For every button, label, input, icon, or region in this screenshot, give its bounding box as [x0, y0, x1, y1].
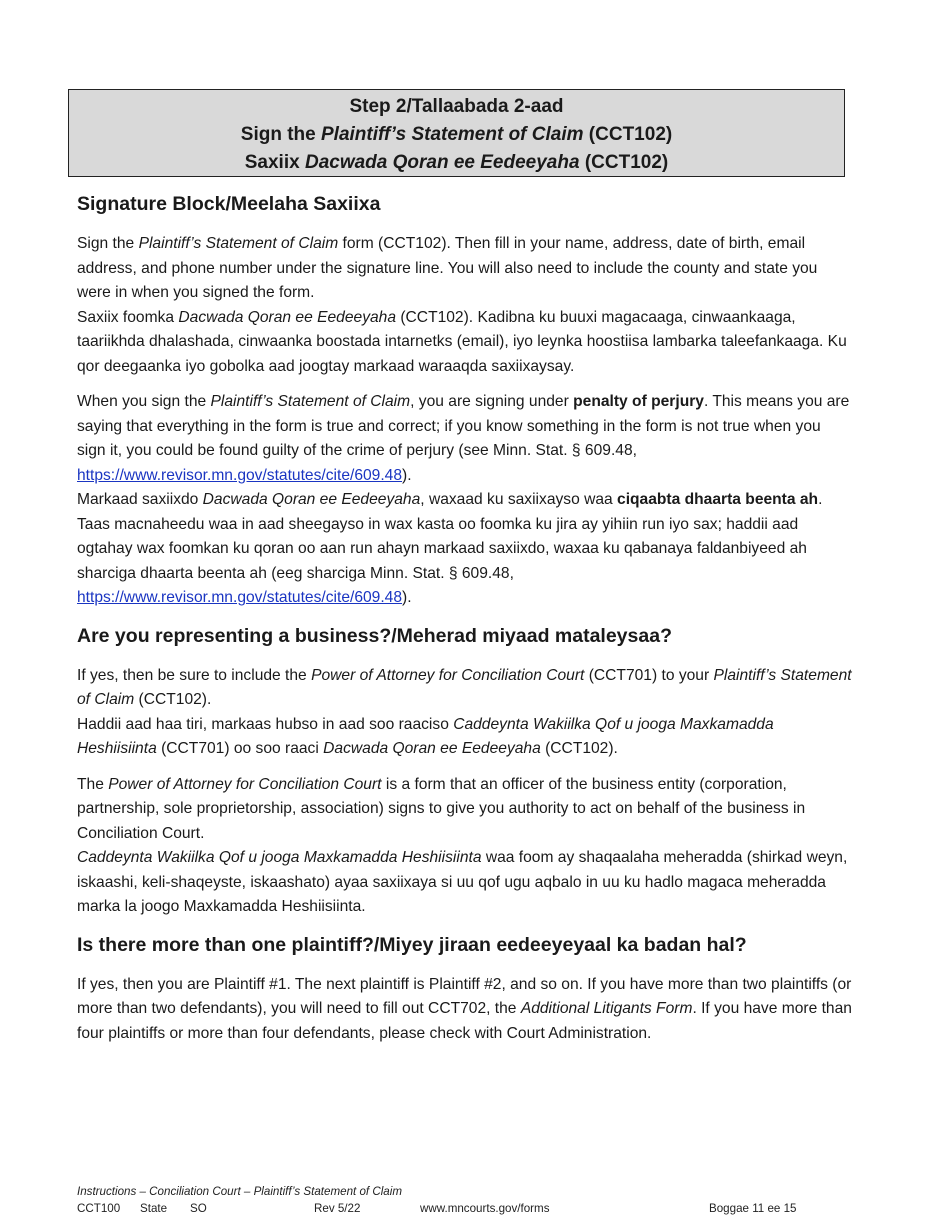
footer-so: SO — [190, 1202, 207, 1215]
main-content — [77, 190, 852, 1057]
business-include-paragraph: If yes, then be sure to include the Power of Attorney for Conciliation Court (CCT701) to your Plaintiff’s Statement of Claim (CCT102). Haddii aad haa tiri, markaas hubso in aad soo raaciso Caddeynta Wakiilka Qof u jooga Maxkamadda Heshiisiinta (CCT701) oo soo raaci Dacwada Qoran ee Eedeeyaha (CCT102). — [77, 666, 852, 757]
footer-revision: Rev 5/22 — [314, 1202, 361, 1215]
statute-link-somali[interactable]: https://www.revisor.mn.gov/statutes/cite/609.48 — [77, 589, 403, 606]
signature-block-heading: Signature Block/Meelaha Saxiixa — [77, 193, 381, 215]
footer-url: www.mncourts.gov/forms — [420, 1202, 550, 1215]
page-footer — [77, 1184, 817, 1216]
footer-title: Instructions – Conciliation Court – Plaintiff’s Statement of Claim — [77, 1185, 402, 1198]
statute-link[interactable]: https://www.revisor.mn.gov/statutes/cite/609.48 — [77, 466, 403, 484]
step-title: Step 2/Tallaabada 2-aad — [349, 96, 564, 117]
footer-page-number: Boggae 11 ee 15 — [709, 1202, 797, 1215]
business-heading: Are you representing a business?/Meherad miyaad mataleysaa? — [77, 624, 672, 647]
plaintiff-heading: Is there more than one plaintiff?/Miyey jiraan eedeeyeyaal ka badan hal? — [77, 933, 747, 956]
step-subtitle-somali: Saxiix Dacwada Qoran ee Eedeeyaha (CCT102) — [244, 152, 669, 173]
signature-instructions-paragraph: Sign the Plaintiff’s Statement of Claim form (CCT102). Then fill in your name, address, date of birth, email address, and phone number under the signature line. You will also need to include the county and state you were in when you signed the form. Saxiix foomka Dacwada Qoran ee Eedeeyaha (CCT102). Kadibna ku buuxi magacaaga, cinwaankaaga, taariikhda dhalashada, cinwaanka boostada intarnetks (email), iyo leynka hoostiisa lambarka taleefankaaga. Ku qor deegaanka iyo gobolka aad joogtay markaad waraaqda saxiixaysay. — [77, 235, 847, 375]
perjury-paragraph: When you sign the Plaintiff’s Statement of Claim, you are signing under penalty of perjury. This means you are saying that everything in the form is true and correct; if you know something in the form is not true when you sign it, you could be found guilty of the crime of perjury (see Minn. Stat. § 609.48, https://www.revisor.mn.gov/statutes/cite/609.48). Markaad saxiixdo Dacwada Qoran ee Eedeeyaha, waxaad ku saxiixayso waa ciqaabta dhaarta beenta ah. Taas macnaheedu waa in aad sheegayso in wax kasta oo foomka ku jira ay yihiin run iyo sax; haddii aad ogtahay wax foomkan ku qoran oo aan run ahayn markaad saxiixdo, waxaa ku qabanaya faldanbiyeed ah sharciga dhaarta beenta ah (eeg sharciga Minn. Stat. § 609.48, https://www.revisor.mn.gov/statutes/cite/609.48). — [77, 393, 850, 606]
step-header-box — [68, 89, 845, 177]
multiple-plaintiffs-paragraph: If yes, then you are Plaintiff #1. The next plaintiff is Plaintiff #2, and so on. If you have more than two plaintiffs (or more than two defendants), you will need to fill out CCT702, the Additional Litigants Form. If you have more than four plaintiffs or more than four defendants, please check with Court Administration. — [77, 975, 852, 1042]
step-subtitle-english: Sign the Plaintiff’s Statement of Claim (CCT102) — [240, 124, 673, 145]
footer-form-id: CCT100 — [77, 1202, 121, 1215]
power-of-attorney-paragraph: The Power of Attorney for Conciliation Court is a form that an officer of the business entity (corporation, partnership, sole proprietorship, association) signs to give you authority to act on behalf of the business in Conciliation Court. Caddeynta Wakiilka Qof u jooga Maxkamadda Heshiisiinta waa foom ay shaqaalaha meheradda (shirkad weyn, iskaashi, keli-shaqeyste, iskaashato) ayaa saxiixaya si uu qof ugu aqbalo in uu ku hadlo magaca meheradda marka la joogo Maxkamadda Heshiisiinta. — [77, 775, 848, 915]
footer-state: State — [140, 1202, 168, 1215]
